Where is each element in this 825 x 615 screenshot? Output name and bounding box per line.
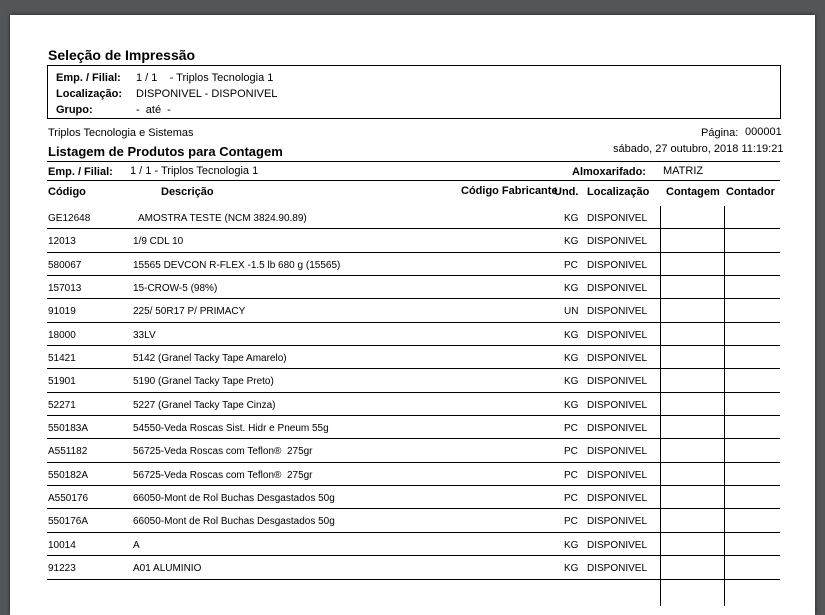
cell-description: 66050-Mont de Rol Buchas Desgastados 50g [133,516,335,528]
cell-description: 56725-Veda Roscas com Teflon® 275gr [133,446,313,458]
report-page [10,15,815,615]
table-row [10,416,815,439]
col-header-unit: Und. [554,186,579,198]
cell-code: 10014 [48,539,76,551]
cell-unit: PC [564,516,578,528]
cell-description: 54550-Veda Roscas Sist. Hidr e Pneum 55g [133,423,329,435]
cell-unit: KG [564,563,579,575]
cell-code: A550176 [48,493,89,505]
print-datetime: sábado, 27 outubro, 2018 11:19:21 [613,143,784,155]
cell-unit: PC [564,446,578,458]
cell-location: DISPONIVEL [587,236,648,248]
selection-emp-value: 1 / 1 - Triplos Tecnologia 1 [136,72,274,84]
emp-label: Emp. / Filial: [48,166,113,178]
cell-code: 550176A [48,516,89,528]
table-row [10,253,815,276]
cell-description: A01 ALUMINIO [133,563,202,575]
cell-unit: PC [564,469,578,481]
cell-location: DISPONIVEL [587,353,648,365]
cell-description: 15565 DEVCON R-FLEX -1.5 lb 680 g (15565) [133,259,341,271]
table-row [10,556,815,579]
cell-location: DISPONIVEL [587,446,648,458]
cell-unit: KG [564,283,579,295]
cell-location: DISPONIVEL [587,469,648,481]
page-label: Página: [701,127,739,139]
selection-box [47,65,781,119]
table-row [10,346,815,369]
table-row [10,439,815,462]
cell-code: 91223 [48,563,76,575]
divider [47,180,780,181]
cell-code: 12013 [48,236,76,248]
cell-code: 157013 [48,283,82,295]
cell-code: 550182A [48,469,89,481]
cell-code: 18000 [48,329,76,341]
cell-location: DISPONIVEL [587,259,648,271]
cell-location: DISPONIVEL [587,539,648,551]
cell-unit: KG [564,236,579,248]
cell-code: A551182 [48,446,88,458]
report-title: Listagem de Produtos para Contagem [48,144,283,159]
cell-location: DISPONIVEL [587,306,648,318]
table-row [10,463,815,486]
almox-value: MATRIZ [663,165,704,177]
table-row [10,533,815,556]
cell-unit: KG [564,376,579,388]
cell-description: A [133,539,140,551]
cell-code: 52271 [48,399,76,411]
col-header-description: Descrição [161,186,214,198]
selection-group-value: - até - [136,104,171,116]
cell-code: 51421 [48,353,76,365]
cell-location: DISPONIVEL [587,493,648,505]
company-name: Triplos Tecnologia e Sistemas [48,127,194,139]
cell-description: 56725-Veda Roscas com Teflon® 275gr [133,469,313,481]
table-row [10,369,815,392]
cell-location: DISPONIVEL [587,283,648,295]
selection-title: Seleção de Impressão [48,47,196,63]
cell-code: 580067 [48,259,82,271]
divider [47,161,780,162]
emp-value: 1 / 1 - Triplos Tecnologia 1 [130,165,259,177]
cell-location: DISPONIVEL [587,516,648,528]
selection-emp-label: Emp. / Filial: [56,72,121,84]
cell-location: DISPONIVEL [587,423,648,435]
selection-group-label: Grupo: [56,104,93,116]
selection-loc-label: Localização: [56,88,123,100]
table-row [10,276,815,299]
cell-description: 5227 (Granel Tacky Tape Cinza) [133,399,276,411]
cell-location: DISPONIVEL [587,399,648,411]
cell-location: DISPONIVEL [587,329,648,341]
cell-unit: KG [564,399,579,411]
table-row [10,206,815,229]
table-row [10,299,815,322]
table-row [10,509,815,532]
cell-description: 1/9 CDL 10 [133,236,184,248]
cell-code: 51901 [48,376,76,388]
cell-unit: UN [564,306,579,318]
cell-unit: PC [564,493,578,505]
cell-unit: KG [564,539,579,551]
cell-unit: KG [564,329,579,341]
product-table [10,206,815,580]
cell-description: 66050-Mont de Rol Buchas Desgastados 50g [133,493,335,505]
col-header-code: Código [48,186,86,198]
cell-description: 33LV [133,329,156,341]
cell-description: 5190 (Granel Tacky Tape Preto) [133,376,274,388]
table-row [10,486,815,509]
cell-description: 15-CROW-5 (98%) [133,283,218,295]
selection-loc-value: DISPONIVEL - DISPONIVEL [136,88,278,100]
cell-unit: KG [564,353,579,365]
table-row [10,393,815,416]
cell-location: DISPONIVEL [587,376,648,388]
cell-unit: PC [564,423,578,435]
count-column-line [660,206,661,606]
cell-code: 91019 [48,306,76,318]
row-divider [47,579,780,580]
cell-location: DISPONIVEL [587,213,648,224]
cell-location: DISPONIVEL [587,563,648,575]
col-header-maker-code: Código Fabricante [461,185,558,197]
col-header-count: Contagem [666,186,720,198]
col-header-counter: Contador [726,186,775,198]
page-number: 000001 [745,126,782,138]
cell-description: 225/ 50R17 P/ PRIMACY [133,306,246,318]
cell-description: AMOSTRA TESTE (NCM 3824.90.89) [133,213,307,224]
table-row [10,229,815,252]
cell-unit: KG [564,213,579,224]
cell-code: 550183A [48,423,89,435]
almox-label: Almoxarifado: [572,166,646,178]
cell-description: 5142 (Granel Tacky Tape Amarelo) [133,353,287,365]
cell-unit: PC [564,259,578,271]
col-header-location: Localização [587,186,650,198]
table-row [10,323,815,346]
cell-code: GE12648 [48,213,91,224]
counter-column-line [724,206,725,606]
